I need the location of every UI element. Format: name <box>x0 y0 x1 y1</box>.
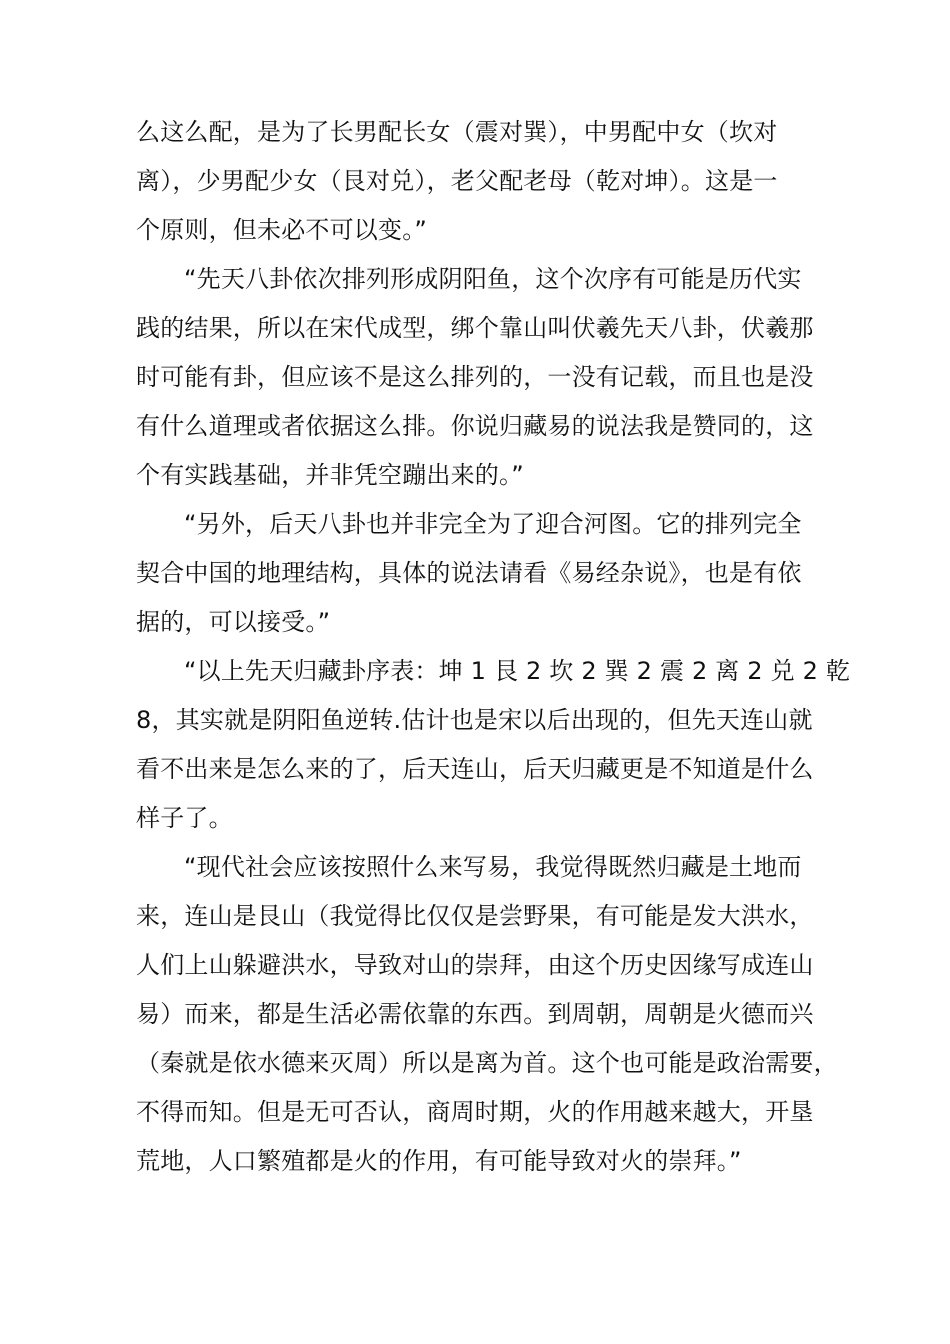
text-line: （秦就是依水德来灭周）所以是离为首。这个也可能是政治需要， <box>136 1049 838 1077</box>
text-line: 个原则，但未必不可以变。” <box>136 216 428 244</box>
text-line: “以上先天归藏卦序表：坤 1 艮 2 坎 2 巽 2 震 2 离 2 兑 2 乾 <box>184 657 851 685</box>
text-line: 离），少男配少女（艮对兑），老父配老母（乾对坤）。这是一 <box>136 167 778 195</box>
text-line: 据的，可以接受。” <box>136 608 331 636</box>
text-line: “另外，后天八卦也并非完全为了迎合河图。它的排列完全 <box>184 510 802 538</box>
text-line: 时可能有卦，但应该不是这么排列的，一没有记载，而且也是没 <box>136 363 814 391</box>
text-line: 看不出来是怎么来的了，后天连山，后天归藏更是不知道是什么 <box>136 755 814 783</box>
text-line: “先天八卦依次排列形成阴阳鱼，这个次序有可能是历代实 <box>184 265 802 293</box>
text-line: 易）而来，都是生活必需依靠的东西。到周朝，周朝是火德而兴 <box>136 1000 814 1028</box>
paragraph-3 <box>136 500 826 647</box>
text-line: 样子了。 <box>136 804 233 832</box>
paragraph-4 <box>136 647 851 843</box>
text-line: “现代社会应该按照什么来写易，我觉得既然归藏是土地而 <box>184 853 802 881</box>
text-line: 践的结果，所以在宋代成型，绑个靠山叫伏羲先天八卦，伏羲那 <box>136 314 814 342</box>
text-line: 么这么配，是为了长男配长女（震对巽），中男配中女（坎对 <box>136 118 778 146</box>
text-line: 个有实践基础，并非凭空蹦出来的。” <box>136 461 524 489</box>
text-line: 8，其实就是阴阳鱼逆转.估计也是宋以后出现的，但先天连山就 <box>136 706 813 734</box>
text-line: 契合中国的地理结构，具体的说法请看《易经杂说》，也是有依 <box>136 559 802 587</box>
text-line: 不得而知。但是无可否认，商周时期，火的作用越来越大，开垦 <box>136 1098 814 1126</box>
text-line: 来，连山是艮山（我觉得比仅仅是尝野果，有可能是发大洪水， <box>136 902 814 930</box>
text-line: 荒地，人口繁殖都是火的作用，有可能导致对火的崇拜。” <box>136 1147 742 1175</box>
text-line: 人们上山躲避洪水，导致对山的崇拜，由这个历史因缘写成连山 <box>136 951 814 979</box>
text-line: 有什么道理或者依据这么排。你说归藏易的说法我是赞同的，这 <box>136 412 814 440</box>
body-text <box>136 108 851 1186</box>
paragraph-2 <box>136 255 826 500</box>
paragraph-5 <box>136 843 838 1186</box>
paragraph-1 <box>136 108 826 255</box>
